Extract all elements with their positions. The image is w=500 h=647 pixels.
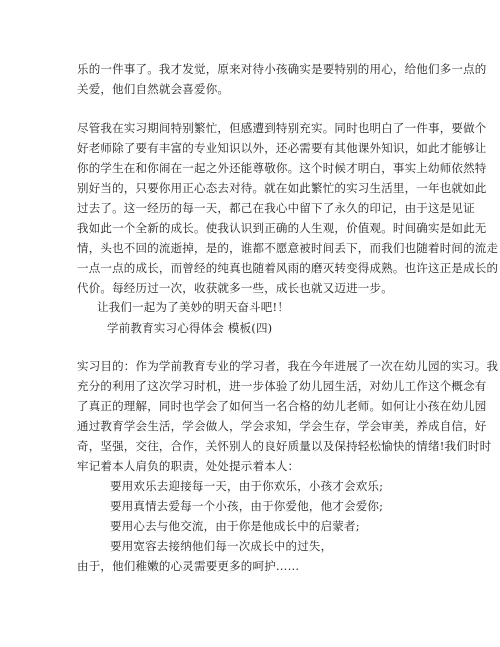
list-item-1: 要用欢乐去迎接每一天，由于你欢乐，小孩才会欢乐; (110, 479, 384, 493)
final-line: 由于，他们稚嫩的心灵需要更多的呵护…… (77, 559, 300, 573)
paragraph-3-line-1: 实习目的：作为学前教育专业的学习者，我在今年进展了一次在幼儿园的实习。我 (77, 359, 499, 373)
paragraph-2-line-9: 代价。每经历过一次，收获就多一些，成长也就又迈进一步。 (77, 281, 393, 295)
paragraph-1-line-2: 关爱，他们自然就会喜爱你。 (77, 82, 230, 96)
paragraph-2-line-8: 一点一点的成长，而曾经的纯真也随着风雨的磨灭转变得成熟。也许这正是成长的 (77, 261, 499, 275)
closing-line: 让我们一起为了美妙的明天奋斗吧!！ (97, 300, 290, 314)
paragraph-3-line-4: 通过教育学会生活，学会做人，学会求知，学会生存，学会审美，养成自信，好 (77, 419, 487, 433)
paragraph-2-line-4: 别好当的，只要你用正心态去对待。就在如此繁忙的实习生活里，一年也就如此 (77, 181, 487, 195)
paragraph-2-line-7: 情，头也不回的流逝掉，是的，谁都不愿意被时间丢下，而我们也随着时间的流走 (77, 241, 499, 255)
paragraph-3-line-5: 奇，坚强，交往，合作，关怀别人的良好质量以及保持轻松愉快的情绪!我们时时 (77, 439, 492, 453)
list-item-3: 要用心去与他交流，由于你是他成长中的启蒙者; (110, 519, 360, 533)
section-title: 学前教育实习心得体会 模板(四) (107, 321, 273, 335)
list-item-2: 要用真情去爱每一个小孩，由于你爱他，他才会爱你; (110, 499, 384, 513)
paragraph-2-line-6: 我如此一个全新的成长。使我认识到正确的人生观，价值观。时间确实是如此无 (77, 221, 487, 235)
paragraph-1-line-1: 乐的一件事了。我才发觉，原来对待小孩确实是要特别的用心，给他们多一点的 (77, 62, 487, 76)
paragraph-2-line-2: 好老师除了要有丰富的专业知识以外，还必需要有其他课外知识，如此才能够让 (77, 141, 487, 155)
paragraph-3-line-6: 牢记着本人肩负的职责，处处提示着本人： (77, 459, 300, 473)
paragraph-2-line-1: 尽管我在实习期间特别繁忙，但感遭到特别充实。同时也明白了一件事，要做个 (77, 121, 487, 135)
list-item-4: 要用宽容去接纳他们每一次成长中的过失， (110, 539, 333, 553)
paragraph-3-line-3: 了真正的理解，同时也学会了如何当一名合格的幼儿老师。如何让小孩在幼儿园 (77, 399, 487, 413)
paragraph-3-line-2: 充分的利用了这次学习时机，进一步体验了幼儿园生活，对幼儿工作这个概念有 (77, 379, 487, 393)
paragraph-2-line-5: 过去了。这一经历的每一天，都己在我心中留下了永久的印记，由于这是见证 (77, 201, 475, 215)
paragraph-2-line-3: 你的学生在和你闹在一起之外还能尊敬你。这个时候才明白，事实上幼师依然特 (77, 161, 487, 175)
